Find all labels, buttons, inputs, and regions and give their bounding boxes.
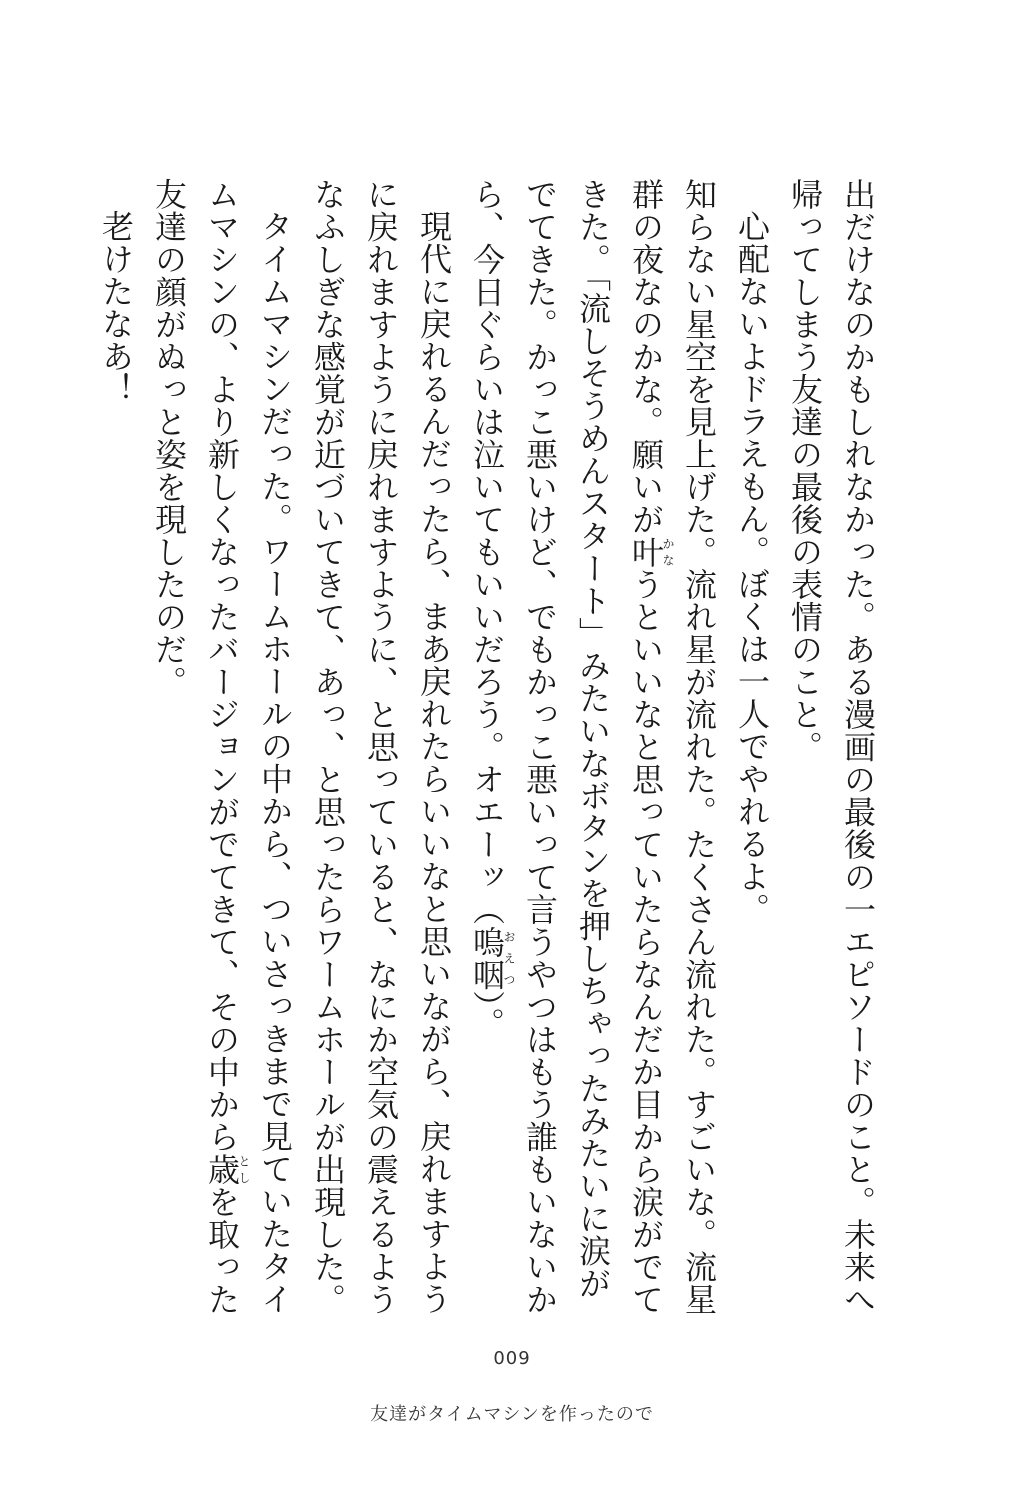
paragraph-6: 老けたなあ！ [97,210,135,405]
paragraph-3-part-a: 知らない星空を見上げた。流れ星が流れた。たくさん流れた。すごいな。流星群の夜なのかな。願いが [627,178,718,1316]
body-text [97,178,884,1318]
ruby-kana: 叶かな [627,535,675,568]
page-number: 009 [493,1348,531,1369]
paragraph-3-part-c: ）。 [468,990,506,1040]
ruby-oetsu: 嗚咽おえつ [468,925,516,991]
paragraph-1: 出だけなのかもしれなかった。ある漫画の最後の一エピソードのこと。未来へ帰ってしまう友達の最後の表情のこと。 [786,178,877,1316]
paragraph-5-part-a: タイムマシンだった。ワームホールの中から、ついさっきまで見ていたタイムマシンの、より新しくなったバージョンがでてきて、その中から [203,178,294,1315]
book-title-footer: 友達がタイムマシンを作ったので [370,1404,654,1425]
paragraph-4: 現代に戻れるんだったら、まあ戻れたらいいなと思いながら、戻れますように戻れますように戻れますように、と思っていると、なにか空気の震えるようなふしぎな感覚が近づいてきて、あっ、と思ったらワームホールが出現した。 [309,178,453,1316]
paragraph-3-part-b: うといいなと思っていたらなんだか目から涙がでてきた。「流しそうめんスタート」みたいなボタンを押しちゃったみたいに涙がでてきた。かっこ悪いけど、でもかっこ悪いって言うやつはもう誰もいないから、今日ぐらいは泣いてもいいだろう。オエーッ（ [468,178,665,1316]
paragraph-5 [142,178,301,1318]
ruby-toshi: 歳とし [203,1153,251,1186]
paragraph-2: 心配ないよドラえもん。ぼくは一人でやれるよ。 [733,210,771,925]
paragraph-5-part-b: を取った友達の顔がぬっと姿を現したのだ。 [150,178,241,1316]
paragraph-3 [460,178,725,1318]
